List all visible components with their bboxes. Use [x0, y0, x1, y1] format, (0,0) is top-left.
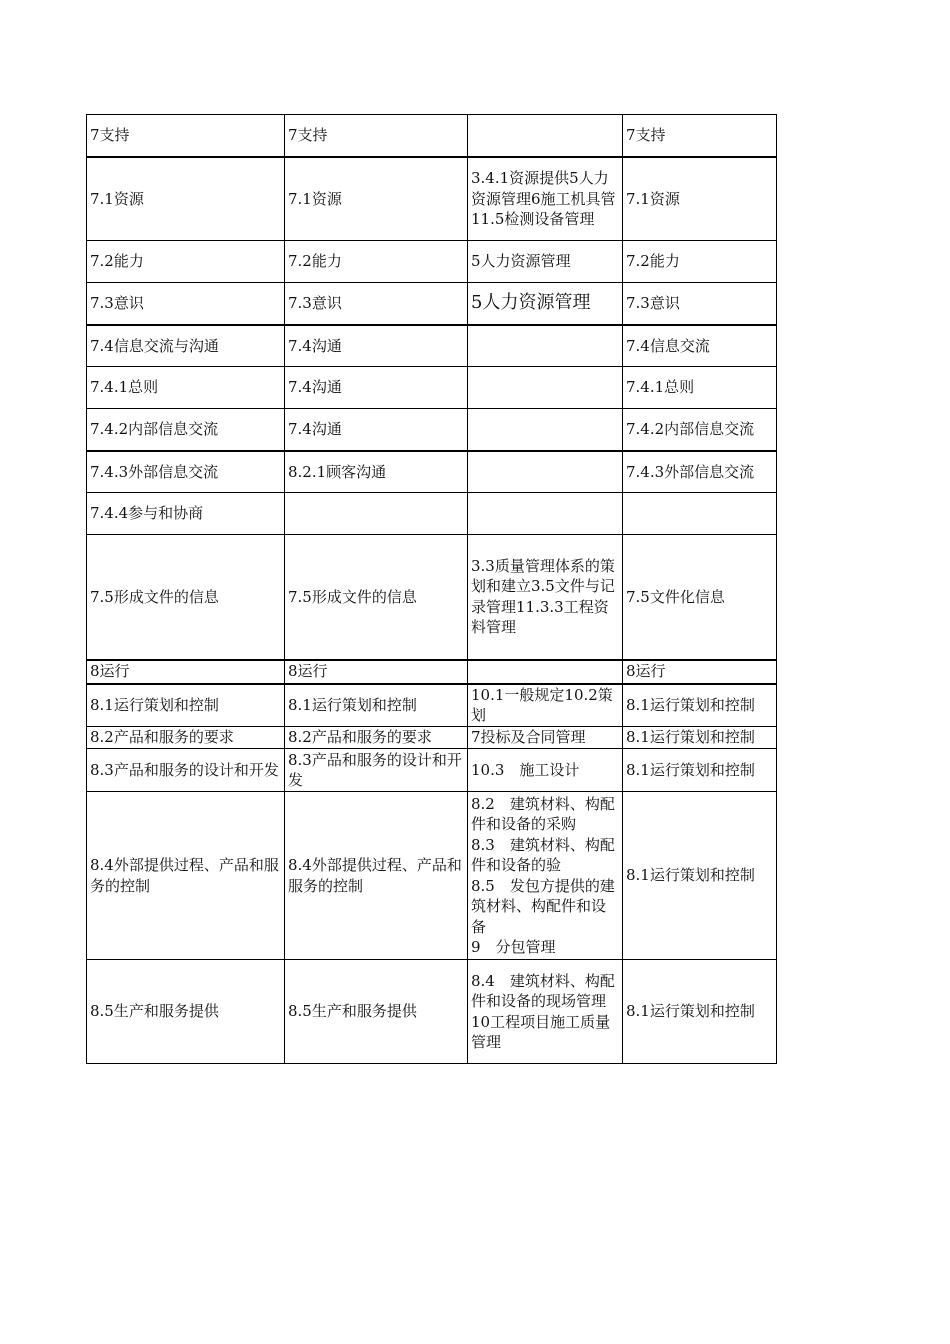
table-row — [87, 325, 777, 367]
table-cell: 7.4沟通 — [285, 325, 468, 367]
table-cell — [468, 451, 623, 493]
table-row — [87, 115, 777, 157]
table-cell: 7.3意识 — [87, 283, 285, 325]
table-cell — [623, 493, 777, 535]
table-cell: 7.4信息交流与沟通 — [87, 325, 285, 367]
table-cell: 8.2产品和服务的要求 — [87, 727, 285, 749]
table-cell: 7.3意识 — [623, 283, 777, 325]
table-cell: 7支持 — [623, 115, 777, 157]
table-cell: 8运行 — [623, 660, 777, 684]
table-cell: 8.1运行策划和控制 — [87, 684, 285, 727]
table-cell: 8.1运行策划和控制 — [623, 792, 777, 960]
table-cell: 8.2.1顾客沟通 — [285, 451, 468, 493]
clause-mapping-table — [86, 114, 777, 1064]
table-cell: 8.1运行策划和控制 — [623, 727, 777, 749]
table-row — [87, 660, 777, 684]
table-cell: 8.4外部提供过程、产品和服务的控制 — [87, 792, 285, 960]
table-cell: 7支持 — [87, 115, 285, 157]
table-cell: 8.3产品和服务的设计和开发 — [87, 749, 285, 792]
table-cell — [468, 325, 623, 367]
table-cell: 7.1资源 — [87, 157, 285, 241]
table-cell: 8.2 建筑材料、构配件和设备的采购 8.3 建筑材料、构配件和设备的验 8.5 发包方提供的建筑材料、构配件和设备 9 分包管理 — [468, 792, 623, 960]
table-cell: 7支持 — [285, 115, 468, 157]
table-cell: 3.3质量管理体系的策划和建立3.5文件与记录管理11.3.3工程资料管理 — [468, 535, 623, 660]
table-row — [87, 493, 777, 535]
table-row — [87, 684, 777, 727]
table-cell: 8.1运行策划和控制 — [623, 960, 777, 1064]
table-cell: 3.4.1资源提供5人力资源管理6施工机具管11.5检测设备管理 — [468, 157, 623, 241]
table-cell: 7.5文件化信息 — [623, 535, 777, 660]
table-cell: 8.1运行策划和控制 — [285, 684, 468, 727]
table-cell: 7.1资源 — [285, 157, 468, 241]
table-cell: 5人力资源管理 — [468, 283, 623, 325]
table-cell: 7.4沟通 — [285, 367, 468, 409]
table-cell: 10.1一般规定10.2策划 — [468, 684, 623, 727]
table-cell: 7.2能力 — [285, 241, 468, 283]
table-cell: 8.4外部提供过程、产品和服务的控制 — [285, 792, 468, 960]
table-cell: 8.5生产和服务提供 — [285, 960, 468, 1064]
table-cell: 7.4.2内部信息交流 — [623, 409, 777, 451]
table-row — [87, 409, 777, 451]
table-row — [87, 727, 777, 749]
table-cell — [468, 367, 623, 409]
table-row — [87, 241, 777, 283]
table-cell: 10.3 施工设计 — [468, 749, 623, 792]
table-cell: 7投标及合同管理 — [468, 727, 623, 749]
table-cell: 7.4.1总则 — [87, 367, 285, 409]
table-row — [87, 157, 777, 241]
table-cell: 7.4信息交流 — [623, 325, 777, 367]
table-row — [87, 960, 777, 1064]
table-cell: 7.4沟通 — [285, 409, 468, 451]
table-cell: 7.4.3外部信息交流 — [623, 451, 777, 493]
table-cell: 5人力资源管理 — [468, 241, 623, 283]
table-cell: 7.4.1总则 — [623, 367, 777, 409]
table-cell — [468, 493, 623, 535]
table-row — [87, 367, 777, 409]
table-cell: 8.4 建筑材料、构配件和设备的现场管理 10工程项目施工质量管理 — [468, 960, 623, 1064]
table-cell: 7.2能力 — [623, 241, 777, 283]
table-cell — [468, 409, 623, 451]
table-cell — [468, 660, 623, 684]
table-cell: 8.1运行策划和控制 — [623, 749, 777, 792]
table-cell: 7.4.2内部信息交流 — [87, 409, 285, 451]
table-row — [87, 749, 777, 792]
table-cell: 7.5形成文件的信息 — [285, 535, 468, 660]
table-cell: 8.1运行策划和控制 — [623, 684, 777, 727]
table-cell: 7.4.3外部信息交流 — [87, 451, 285, 493]
table-cell: 8.5生产和服务提供 — [87, 960, 285, 1064]
table-cell: 7.5形成文件的信息 — [87, 535, 285, 660]
table-cell: 7.2能力 — [87, 241, 285, 283]
table-cell: 7.3意识 — [285, 283, 468, 325]
table-cell: 7.4.4参与和协商 — [87, 493, 285, 535]
table-row — [87, 451, 777, 493]
table-cell: 8运行 — [87, 660, 285, 684]
table-cell: 8.3产品和服务的设计和开发 — [285, 749, 468, 792]
table-cell: 8.2产品和服务的要求 — [285, 727, 468, 749]
table-cell — [468, 115, 623, 157]
table-cell — [285, 493, 468, 535]
table-row — [87, 792, 777, 960]
table-cell: 7.1资源 — [623, 157, 777, 241]
table-cell: 8运行 — [285, 660, 468, 684]
table-row — [87, 535, 777, 660]
table-row — [87, 283, 777, 325]
